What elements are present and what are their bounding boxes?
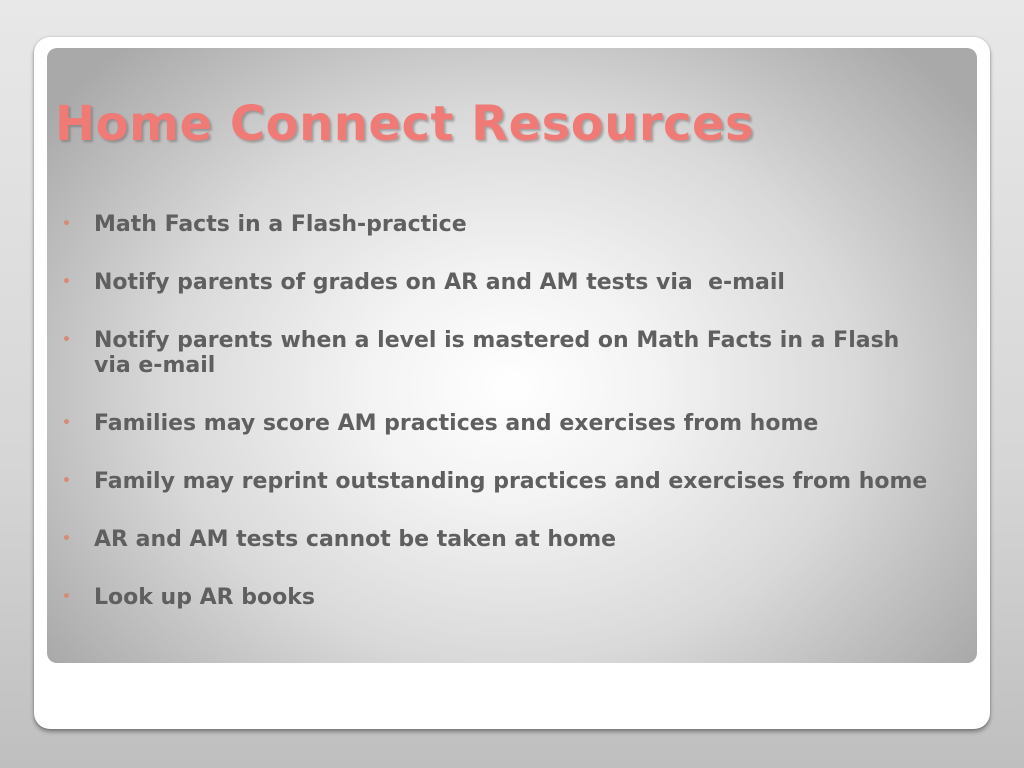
bullet-dot-icon: • [62, 332, 71, 348]
slide-title: Home Connect Resources [55, 96, 755, 152]
bullet-text: Notify parents when a level is mastered on Math Facts in a Flash via e-mail [94, 328, 900, 378]
bullet-list [60, 212, 940, 643]
bullet-item [60, 270, 940, 295]
bullet-item [60, 527, 940, 552]
bullet-dot-icon: • [62, 473, 71, 489]
bullet-item [60, 585, 940, 610]
bullet-item [60, 212, 940, 237]
bullet-item [60, 328, 940, 378]
bullet-dot-icon: • [62, 589, 71, 605]
bullet-dot-icon: • [62, 415, 71, 431]
bullet-text: Family may reprint outstanding practices and exercises from home [94, 469, 928, 494]
bullet-item [60, 411, 940, 436]
bullet-item [60, 469, 940, 494]
bullet-text: Look up AR books [94, 585, 315, 610]
bullet-dot-icon: • [62, 274, 71, 290]
bullet-text: Families may score AM practices and exercises from home [94, 411, 819, 436]
bullet-text: AR and AM tests cannot be taken at home [94, 527, 617, 552]
bullet-dot-icon: • [62, 216, 71, 232]
bullet-text: Math Facts in a Flash-practice [94, 212, 467, 237]
bullet-text: Notify parents of grades on AR and AM tests via e-mail [94, 270, 785, 295]
bullet-dot-icon: • [62, 531, 71, 547]
